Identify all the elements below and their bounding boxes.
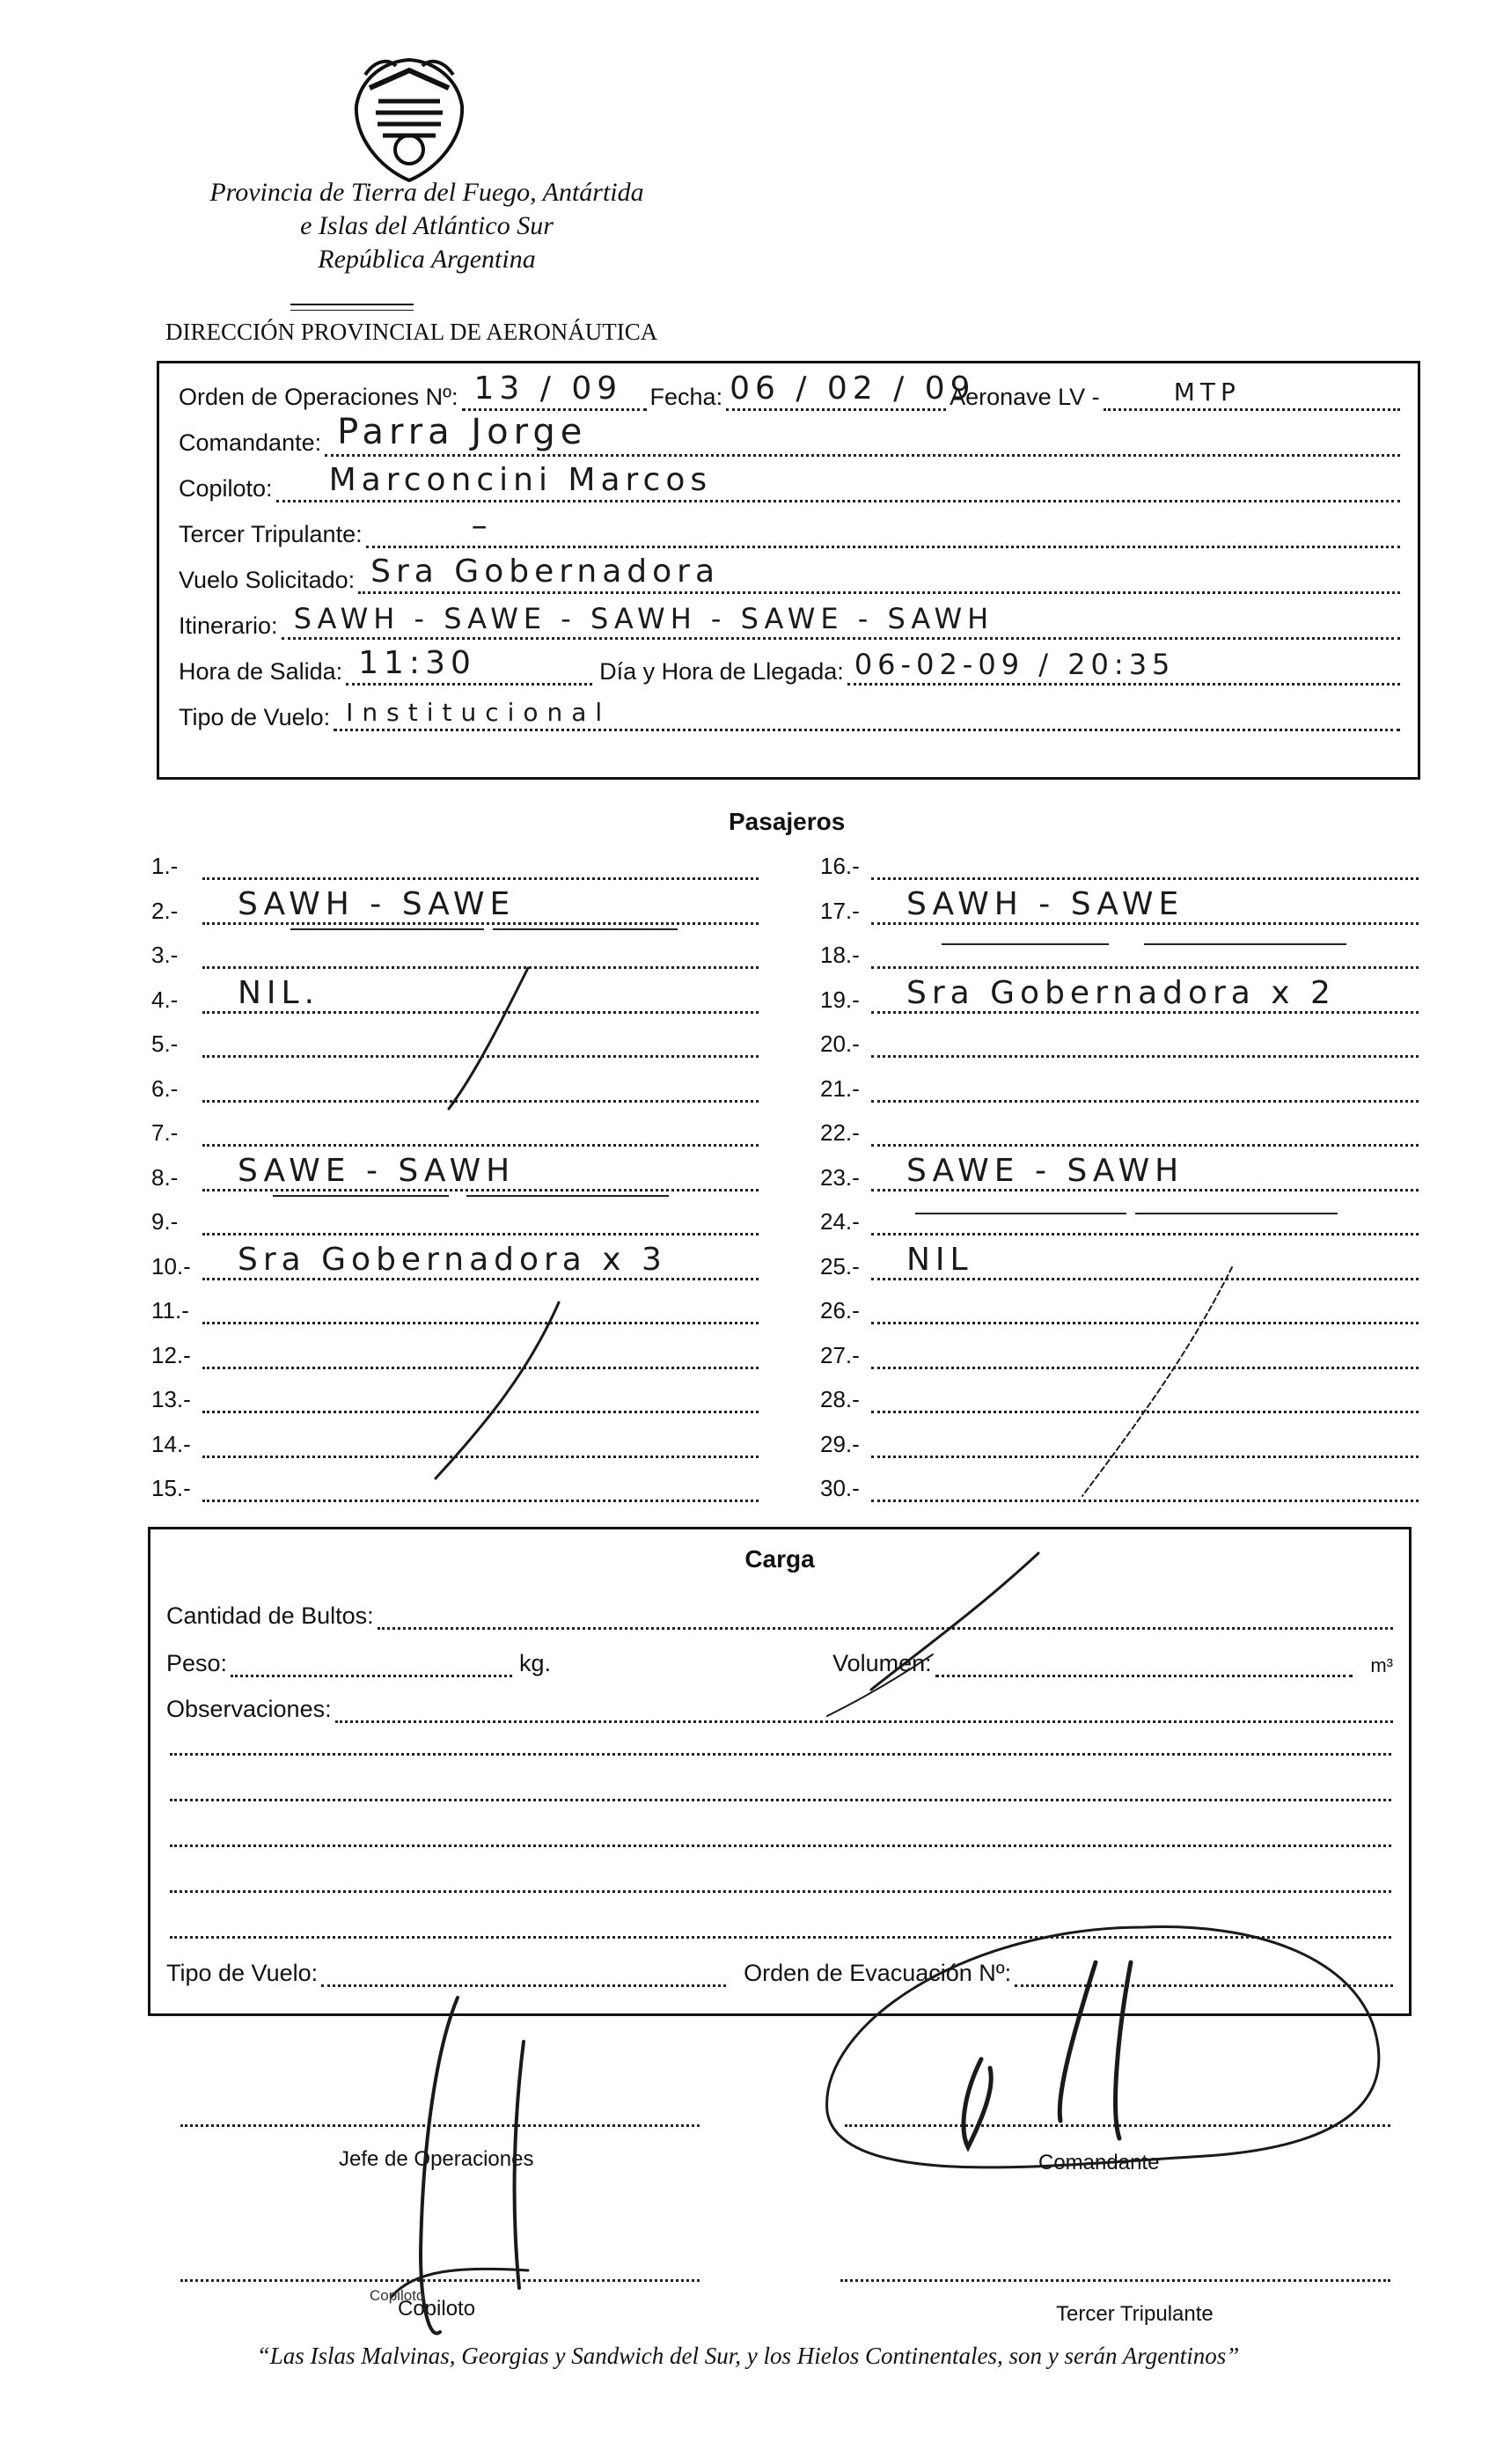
passenger-number: 17.-: [820, 897, 860, 924]
passenger-value: NIL: [906, 1241, 973, 1278]
departure-value: 11:30: [358, 645, 476, 681]
ops-chief-signature-stroke: [515, 2042, 524, 2288]
passenger-number: 27.-: [820, 1341, 860, 1368]
commander-signature-stroke: [1060, 1962, 1096, 2121]
weight-label: Peso:: [166, 1650, 228, 1676]
province-line-3: República Argentina: [318, 245, 536, 274]
arrival-label: Día y Hora de Llegada:: [599, 658, 844, 685]
arrival-value: 06-02-09 / 20:35: [854, 648, 1176, 681]
evac-label: Orden de Evacuación Nº:: [744, 1960, 1012, 1986]
passenger-number: 2.-: [151, 897, 179, 924]
passenger-number: 8.-: [151, 1163, 179, 1191]
passenger-value: SAWE - SAWH: [238, 1152, 516, 1189]
passenger-number: 19.-: [820, 986, 860, 1013]
commander-value: Parra Jorge: [337, 412, 588, 452]
passenger-number: 7.-: [151, 1119, 179, 1146]
passenger-number: 24.-: [820, 1208, 860, 1235]
third-crew-label: Tercer Tripulante:: [179, 521, 363, 547]
passenger-value: SAWE - SAWH: [906, 1152, 1184, 1189]
passenger-number: 16.-: [820, 853, 860, 879]
passenger-value: NIL.: [238, 974, 320, 1011]
slash-stroke: [871, 1553, 1038, 1690]
stamp-line: Copiloto: [370, 2287, 425, 2304]
weight-unit: kg.: [519, 1650, 552, 1676]
itinerary-label: Itinerario:: [179, 612, 278, 639]
order-label: Orden de Operaciones Nº:: [179, 384, 458, 410]
date-label: Fecha:: [649, 384, 723, 410]
passenger-number: 22.-: [820, 1119, 860, 1146]
packages-label: Cantidad de Bultos:: [166, 1602, 374, 1629]
ops-chief-signature-stroke: [421, 1998, 458, 2334]
copilot-stamp-text: [370, 2288, 424, 2304]
passenger-number: 9.-: [151, 1208, 179, 1235]
flight-type-label: Tipo de Vuelo:: [179, 704, 331, 730]
passenger-value: Sra Gobernadora x 3: [238, 1241, 667, 1278]
passenger-number: 1.-: [151, 853, 179, 879]
passenger-value: Sra Gobernadora x 2: [906, 974, 1336, 1011]
volume-label: Volumen:: [832, 1650, 932, 1676]
slash-stroke: [436, 1302, 559, 1478]
passenger-number: 21.-: [820, 1074, 860, 1102]
cargo-title: Carga: [744, 1545, 815, 1573]
passenger-number: 12.-: [151, 1341, 191, 1368]
passenger-value: SAWH - SAWE: [906, 885, 1184, 922]
requested-value: Sra Gobernadora: [370, 554, 721, 590]
slash-stroke: [1082, 1267, 1232, 1496]
copilot-label: Copiloto:: [179, 475, 273, 502]
cargo-flight-type-label: Tipo de Vuelo:: [166, 1960, 319, 1986]
commander-signature-stroke: [1116, 1962, 1131, 2138]
passengers-title: Pasajeros: [729, 808, 846, 835]
passenger-number: 15.-: [151, 1475, 191, 1501]
commander-signature-stroke: [827, 1927, 1379, 2167]
slash-stroke: [827, 1654, 933, 1716]
province-line-2: e Islas del Atlántico Sur: [300, 211, 554, 240]
passenger-number: 3.-: [151, 942, 179, 968]
slash-stroke: [449, 968, 528, 1109]
departure-label: Hora de Salida:: [179, 658, 343, 685]
flight-type-value: Institucional: [346, 698, 612, 727]
itinerary-value: SAWH - SAWE - SAWH - SAWE - SAWH: [293, 602, 994, 635]
aircraft-label: Aeronave LV -: [950, 384, 1100, 410]
direction-title: DIRECCIÓN PROVINCIAL DE AERONÁUTICA: [165, 319, 658, 345]
copilot-value: Marconcini Marcos: [328, 462, 713, 498]
passenger-number: 18.-: [820, 942, 860, 968]
passenger-number: 11.-: [151, 1297, 189, 1324]
date-value: 06 / 02 / 09: [730, 370, 976, 407]
passenger-number: 13.-: [151, 1386, 191, 1412]
passenger-number: 25.-: [820, 1252, 860, 1280]
passenger-number: 5.-: [151, 1030, 179, 1057]
copilot-label: Copiloto: [398, 2297, 476, 2321]
commander-label: Comandante:: [179, 429, 322, 456]
passenger-number: 14.-: [151, 1430, 191, 1457]
third-crew-value: –: [471, 508, 493, 544]
passenger-number: 23.-: [820, 1163, 860, 1191]
passenger-number: 4.-: [151, 986, 179, 1013]
passenger-number: 10.-: [151, 1252, 191, 1280]
third-crew-label: Tercer Tripulante: [1056, 2302, 1214, 2326]
requested-label: Vuelo Solicitado:: [179, 567, 356, 593]
passenger-number: 28.-: [820, 1386, 860, 1412]
passenger-number: 30.-: [820, 1475, 860, 1501]
ops-chief-label: Jefe de Operaciones: [339, 2147, 534, 2171]
commander-signature-stroke: [964, 2059, 991, 2147]
passenger-number: 6.-: [151, 1074, 179, 1102]
passenger-value: SAWH - SAWE: [238, 885, 516, 922]
commander-label: Comandante: [1038, 2151, 1160, 2174]
passenger-number: 29.-: [820, 1430, 860, 1457]
motto: “Las Islas Malvinas, Georgias y Sandwich del Sur, y los Hielos Continentales, son y serán Argentinos”: [256, 2343, 1240, 2369]
observations-label: Observaciones:: [166, 1696, 332, 1722]
passenger-number: 26.-: [820, 1297, 860, 1324]
aircraft-value: MTP: [1173, 378, 1241, 407]
order-value: 13 / 09: [473, 370, 623, 407]
volume-unit: m³: [1370, 1654, 1393, 1676]
passenger-number: 20.-: [820, 1030, 860, 1057]
province-line-1: Provincia de Tierra del Fuego, Antártida: [209, 178, 644, 207]
